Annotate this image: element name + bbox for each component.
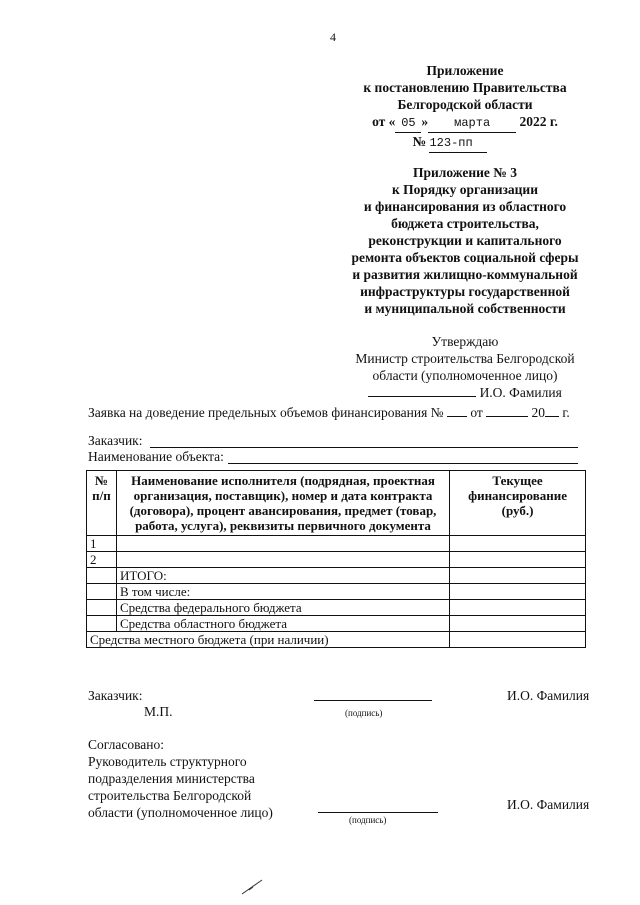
row-amount-cell: [450, 536, 586, 552]
appendix-line: и развития жилищно-коммунальной: [352, 267, 578, 282]
request-text: Заявка на доведение предельных объемов финансирования №: [88, 405, 444, 420]
appendix-line: Приложение № 3: [413, 165, 517, 180]
agreed-name: И.О. Фамилия: [507, 797, 590, 812]
local-label: Средства местного бюджета (при наличии): [87, 632, 450, 648]
annex-date-day: 05: [395, 115, 421, 133]
table-row: [87, 552, 586, 568]
agreed-caption: (подпись): [349, 815, 387, 825]
agreed-line: подразделения министерства: [88, 771, 255, 786]
object-line: [228, 463, 578, 464]
federal-label: Средства федерального бюджета: [116, 600, 449, 616]
approve-word: Утверждаю: [431, 334, 499, 349]
annex-title: Приложение: [426, 63, 504, 78]
sign-customer-line: [314, 700, 432, 701]
row-amount-cell: [450, 552, 586, 568]
sign-customer-name: И.О. Фамилия: [507, 688, 590, 703]
table-total-row: [87, 568, 586, 584]
annex-block: [340, 62, 590, 153]
request-line: [88, 404, 570, 421]
table-regional-row: [87, 616, 586, 632]
approve-name: И.О. Фамилия: [479, 385, 562, 400]
table-header-row: [87, 471, 586, 536]
table-federal-row: [87, 600, 586, 616]
appendix-line: и финансирования из областного: [363, 199, 567, 214]
customer-label: Заказчик:: [88, 433, 143, 448]
request-year-prefix: 20: [531, 405, 546, 420]
sign-customer-caption: (подпись): [345, 708, 383, 718]
regional-label: Средства областного бюджета: [116, 616, 449, 632]
agreed-block: [88, 736, 273, 821]
pen-stroke-mark: [240, 876, 266, 896]
annex-date-month: марта: [428, 115, 516, 133]
annex-number: № 123-пп: [310, 133, 590, 153]
approve-line2: области (уполномоченное лицо): [372, 368, 558, 383]
request-number-blank: [447, 404, 467, 417]
agreed-line: Руководитель структурного: [88, 754, 247, 769]
annex-line3: Белгородской области: [397, 97, 533, 112]
annex-date: от « 05 » марта 2022 г.: [340, 113, 590, 133]
including-label: В том числе:: [116, 584, 449, 600]
agreed-label: Согласовано:: [88, 737, 164, 752]
header-number: № п/п: [87, 471, 117, 536]
page-number: 4: [330, 30, 336, 44]
appendix-line: инфраструктуры государственной: [360, 284, 570, 299]
approve-signature-line: [340, 384, 590, 401]
request-table: [86, 470, 586, 648]
header-name: Наименование исполнителя (подрядная, проектная организация, поставщик), номер и дата контракта (договора), процент авансирования, предмет (товар, работа, услуга), реквизиты первичного документа: [116, 471, 449, 536]
table-including-row: [87, 584, 586, 600]
agreed-sign-line: [318, 812, 438, 813]
stamp-mark: М.П.: [144, 704, 173, 719]
request-year-suffix: г.: [562, 405, 570, 420]
appendix-line: и муниципальной собственности: [364, 301, 566, 316]
row-number: 2: [87, 552, 117, 568]
appendix-line: реконструкции и капитального: [368, 233, 562, 248]
request-table-wrap: [86, 470, 586, 648]
row-name-cell: [116, 536, 449, 552]
sign-customer-label: Заказчик:: [88, 688, 143, 703]
agreed-line: области (уполномоченное лицо): [88, 805, 273, 820]
agreed-line: строительства Белгородской: [88, 788, 252, 803]
total-label: ИТОГО:: [116, 568, 449, 584]
approval-block: [340, 333, 590, 401]
request-date-blank: [486, 404, 528, 417]
annex-number-value: 123-пп: [429, 135, 487, 153]
appendix-line: ремонта объектов социальной сферы: [351, 250, 579, 265]
customer-line: [150, 447, 578, 448]
approve-line1: Министр строительства Белгородской: [355, 351, 575, 366]
table-local-row: [87, 632, 586, 648]
annex-line2: к постановлению Правительства: [363, 80, 567, 95]
object-field: [88, 449, 578, 465]
customer-field: [88, 433, 578, 449]
table-row: [87, 536, 586, 552]
row-name-cell: [116, 552, 449, 568]
approve-sign-blank: [368, 384, 476, 397]
row-number: 1: [87, 536, 117, 552]
request-from: от: [470, 405, 483, 420]
request-year-blank: [545, 404, 559, 417]
header-financing: Текущее финансирование (руб.): [450, 471, 586, 536]
object-label: Наименование объекта:: [88, 449, 224, 464]
appendix-line: к Порядку организации: [392, 182, 538, 197]
appendix-line: бюджета строительства,: [391, 216, 539, 231]
appendix-block: [330, 164, 600, 317]
